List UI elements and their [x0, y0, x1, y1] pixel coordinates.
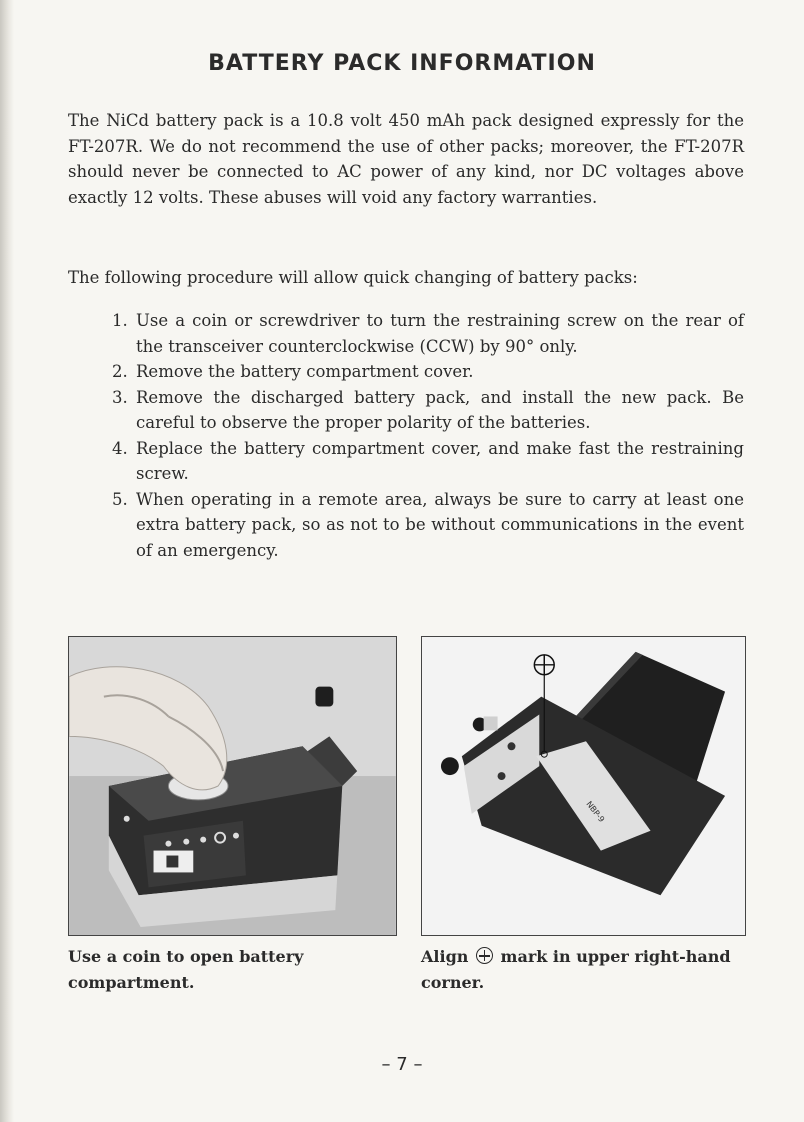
- intro-paragraph: The NiCd battery pack is a 10.8 volt 450 mAh pack designed expressly for the FT-207R. We do not recommend the use of other packs; moreover, the FT-207R should never be connected to AC power of any kind, nor DC voltages above exactly 12 volts. These abuses will void any factory warranties.: [68, 111, 744, 207]
- step-item: [112, 436, 744, 487]
- page-binding-edge: [0, 0, 14, 1122]
- step-item: [112, 359, 744, 385]
- step-item: [112, 385, 744, 436]
- coin-photo-illustration: [69, 637, 396, 935]
- step-number: 3.: [112, 387, 128, 407]
- left-figure-caption: Use a coin to open battery compartment.: [68, 947, 304, 992]
- step-item: [112, 308, 744, 359]
- right-figure-caption: [421, 944, 751, 996]
- page-title: BATTERY PACK INFORMATION: [208, 50, 596, 76]
- step-text: When operating in a remote area, always be sure to carry at least one extra battery pack, so as not to be without communications in the event of an emergency.: [136, 489, 744, 560]
- battery-compartment-photo: [421, 636, 746, 936]
- battery-label: NBP-9: [584, 799, 607, 824]
- caption-text-before: Align: [421, 947, 469, 966]
- step-number: 2.: [112, 362, 128, 381]
- page-number: – 7 –: [381, 1054, 423, 1075]
- step-text: Replace the battery compartment cover, and make fast the restraining screw.: [136, 438, 744, 483]
- step-item: [112, 487, 744, 564]
- step-text: Use a coin or screwdriver to turn the restraining screw on the rear of the transceiver counterclockwise (CCW) by 90° only.: [136, 311, 744, 356]
- battery-compartment-illustration: [422, 637, 745, 935]
- caption-text-after: mark in upper right-hand corner.: [421, 947, 731, 992]
- step-text: Remove the battery compartment cover.: [136, 362, 474, 381]
- step-number: 1.: [112, 311, 128, 330]
- circled-plus-icon: [476, 947, 493, 964]
- procedure-intro: The following procedure will allow quick changing of battery packs:: [68, 268, 638, 287]
- step-number: 5.: [112, 489, 128, 509]
- step-text: Remove the discharged battery pack, and install the new pack. Be careful to observe the proper polarity of the batteries.: [136, 387, 744, 432]
- coin-photo: [68, 636, 397, 936]
- procedure-steps: [112, 308, 744, 563]
- step-number: 4.: [112, 438, 128, 458]
